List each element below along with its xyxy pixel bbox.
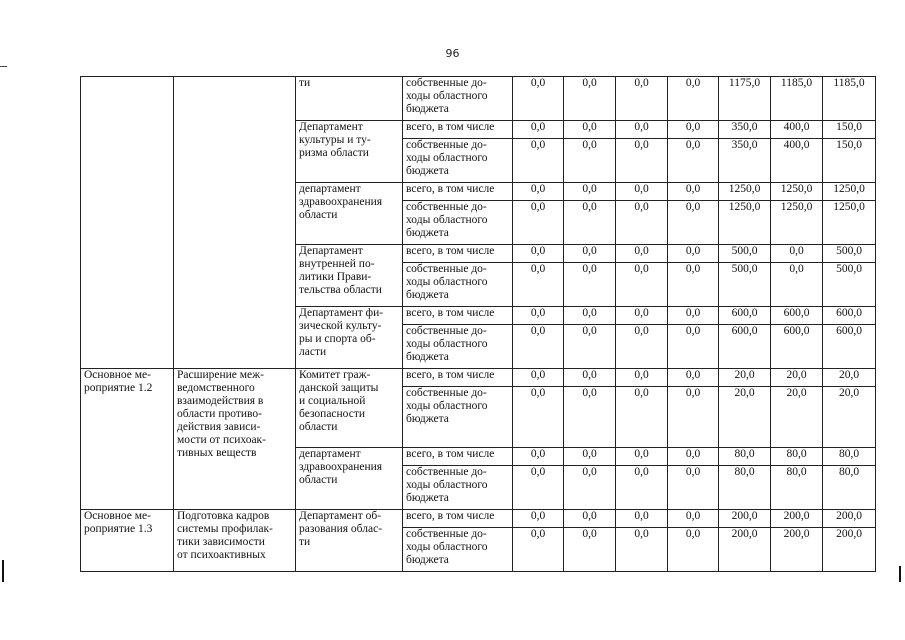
value-cell: 0,0: [513, 528, 564, 572]
page-number: 96: [445, 47, 460, 60]
value-cell: 200,0: [771, 528, 823, 572]
value-cell: 0,0: [513, 448, 564, 466]
value-cell: 0,0: [668, 369, 719, 387]
value-cell: 0,0: [668, 325, 719, 369]
value-cell: 500,0: [823, 263, 876, 307]
value-cell: 80,0: [771, 448, 823, 466]
funding-source-cell: собственные до- ходы областного бюджета: [403, 528, 513, 572]
executor-cell: Департамент культуры и ту- ризма области: [296, 121, 403, 183]
value-cell: 0,0: [616, 77, 668, 121]
value-cell: 0,0: [564, 369, 616, 387]
value-cell: 200,0: [771, 510, 823, 528]
executor-cell: ти: [296, 77, 403, 121]
value-cell: 0,0: [564, 448, 616, 466]
value-cell: 0,0: [513, 183, 564, 201]
value-cell: 0,0: [513, 245, 564, 263]
value-cell: 0,0: [564, 263, 616, 307]
funding-source-cell: собственные до- ходы областного бюджета: [403, 263, 513, 307]
value-cell: 0,0: [668, 466, 719, 510]
value-cell: 0,0: [513, 325, 564, 369]
funding-source-cell: всего, в том числе: [403, 121, 513, 139]
value-cell: 0,0: [513, 77, 564, 121]
funding-source-cell: всего, в том числе: [403, 245, 513, 263]
value-cell: 0,0: [771, 245, 823, 263]
value-cell: 500,0: [719, 245, 771, 263]
value-cell: 0,0: [616, 387, 668, 448]
executor-cell: Департамент об- разования облас- ти: [296, 510, 403, 572]
value-cell: 0,0: [564, 510, 616, 528]
value-cell: 600,0: [823, 325, 876, 369]
value-cell: 0,0: [564, 325, 616, 369]
value-cell: 80,0: [719, 466, 771, 510]
value-cell: 20,0: [771, 387, 823, 448]
value-cell: 600,0: [823, 307, 876, 325]
value-cell: 0,0: [616, 139, 668, 183]
event-name-cell: [174, 77, 296, 369]
value-cell: 0,0: [513, 510, 564, 528]
value-cell: 1185,0: [823, 77, 876, 121]
budget-table: [80, 76, 876, 572]
value-cell: 1250,0: [719, 201, 771, 245]
value-cell: 0,0: [564, 528, 616, 572]
funding-source-cell: собственные до- ходы областного бюджета: [403, 139, 513, 183]
executor-cell: департамент здравоохранения области: [296, 448, 403, 510]
value-cell: 600,0: [771, 325, 823, 369]
table-row: [81, 77, 876, 121]
scan-edge-mark-right: [899, 566, 901, 582]
value-cell: 0,0: [513, 369, 564, 387]
value-cell: 0,0: [513, 201, 564, 245]
value-cell: 0,0: [616, 121, 668, 139]
value-cell: 0,0: [616, 263, 668, 307]
value-cell: 0,0: [668, 77, 719, 121]
funding-source-cell: всего, в том числе: [403, 369, 513, 387]
value-cell: 0,0: [513, 466, 564, 510]
event-name-cell: Расширение меж- ведомственного взаимодействия в области противо- действия зависи- мости от психоак- тивных веществ: [174, 369, 296, 510]
value-cell: 0,0: [564, 245, 616, 263]
funding-source-cell: собственные до- ходы областного бюджета: [403, 325, 513, 369]
value-cell: 400,0: [771, 121, 823, 139]
value-cell: 0,0: [616, 369, 668, 387]
executor-cell: Департамент фи- зической культу- ры и спорта об- ласти: [296, 307, 403, 369]
value-cell: 20,0: [719, 387, 771, 448]
funding-source-cell: собственные до- ходы областного бюджета: [403, 466, 513, 510]
event-code-cell: [81, 77, 174, 369]
value-cell: 400,0: [771, 139, 823, 183]
value-cell: 0,0: [616, 466, 668, 510]
value-cell: 1185,0: [771, 77, 823, 121]
event-name-cell: Подготовка кадров системы профилак- тики зависимости от психоактивных: [174, 510, 296, 572]
value-cell: 0,0: [564, 201, 616, 245]
executor-cell: Комитет граж- данской защиты и социальной безопасности области: [296, 369, 403, 448]
funding-source-cell: всего, в том числе: [403, 510, 513, 528]
value-cell: 0,0: [564, 387, 616, 448]
value-cell: 0,0: [668, 510, 719, 528]
value-cell: 20,0: [719, 369, 771, 387]
value-cell: 350,0: [719, 139, 771, 183]
value-cell: 0,0: [771, 263, 823, 307]
value-cell: 0,0: [668, 307, 719, 325]
value-cell: 0,0: [616, 325, 668, 369]
value-cell: 80,0: [823, 448, 876, 466]
value-cell: 20,0: [823, 369, 876, 387]
value-cell: 150,0: [823, 121, 876, 139]
value-cell: 0,0: [616, 245, 668, 263]
value-cell: 0,0: [616, 183, 668, 201]
value-cell: 20,0: [771, 369, 823, 387]
funding-source-cell: всего, в том числе: [403, 183, 513, 201]
value-cell: 0,0: [616, 510, 668, 528]
value-cell: 0,0: [564, 183, 616, 201]
value-cell: 500,0: [823, 245, 876, 263]
value-cell: 0,0: [564, 466, 616, 510]
value-cell: 1250,0: [771, 201, 823, 245]
value-cell: 0,0: [513, 387, 564, 448]
value-cell: 0,0: [668, 139, 719, 183]
value-cell: 200,0: [823, 528, 876, 572]
value-cell: 0,0: [668, 245, 719, 263]
margin-tick: [0, 66, 7, 67]
value-cell: 600,0: [719, 307, 771, 325]
value-cell: 0,0: [616, 201, 668, 245]
value-cell: 500,0: [719, 263, 771, 307]
executor-cell: Департамент внутренней по- литики Прави- тельства области: [296, 245, 403, 307]
value-cell: 1250,0: [823, 201, 876, 245]
value-cell: 80,0: [823, 466, 876, 510]
value-cell: 0,0: [564, 121, 616, 139]
value-cell: 1250,0: [719, 183, 771, 201]
funding-source-cell: собственные до- ходы областного бюджета: [403, 201, 513, 245]
scan-edge-mark-left: [2, 560, 4, 582]
funding-source-cell: собственные до- ходы областного бюджета: [403, 77, 513, 121]
value-cell: 0,0: [564, 139, 616, 183]
value-cell: 0,0: [668, 448, 719, 466]
executor-cell: департамент здравоохранения области: [296, 183, 403, 245]
value-cell: 0,0: [616, 528, 668, 572]
event-code-cell: Основное ме- роприятие 1.3: [81, 510, 174, 572]
value-cell: 200,0: [823, 510, 876, 528]
value-cell: 0,0: [513, 121, 564, 139]
value-cell: 350,0: [719, 121, 771, 139]
value-cell: 1250,0: [823, 183, 876, 201]
value-cell: 80,0: [771, 466, 823, 510]
value-cell: 80,0: [719, 448, 771, 466]
event-code-cell: Основное ме- роприятие 1.2: [81, 369, 174, 510]
table-row: [81, 510, 876, 528]
value-cell: 1175,0: [719, 77, 771, 121]
table-row: [81, 369, 876, 387]
value-cell: 0,0: [668, 183, 719, 201]
value-cell: 20,0: [823, 387, 876, 448]
value-cell: 600,0: [719, 325, 771, 369]
value-cell: 0,0: [668, 528, 719, 572]
funding-source-cell: всего, в том числе: [403, 448, 513, 466]
value-cell: 0,0: [668, 121, 719, 139]
value-cell: 200,0: [719, 528, 771, 572]
value-cell: 1250,0: [771, 183, 823, 201]
value-cell: 0,0: [668, 387, 719, 448]
funding-source-cell: собственные до- ходы областного бюджета: [403, 387, 513, 448]
value-cell: 0,0: [564, 307, 616, 325]
value-cell: 600,0: [771, 307, 823, 325]
value-cell: 0,0: [668, 263, 719, 307]
value-cell: 0,0: [616, 448, 668, 466]
value-cell: 0,0: [513, 307, 564, 325]
value-cell: 0,0: [668, 201, 719, 245]
value-cell: 0,0: [513, 139, 564, 183]
funding-source-cell: всего, в том числе: [403, 307, 513, 325]
value-cell: 0,0: [564, 77, 616, 121]
value-cell: 150,0: [823, 139, 876, 183]
value-cell: 0,0: [616, 307, 668, 325]
value-cell: 200,0: [719, 510, 771, 528]
value-cell: 0,0: [513, 263, 564, 307]
